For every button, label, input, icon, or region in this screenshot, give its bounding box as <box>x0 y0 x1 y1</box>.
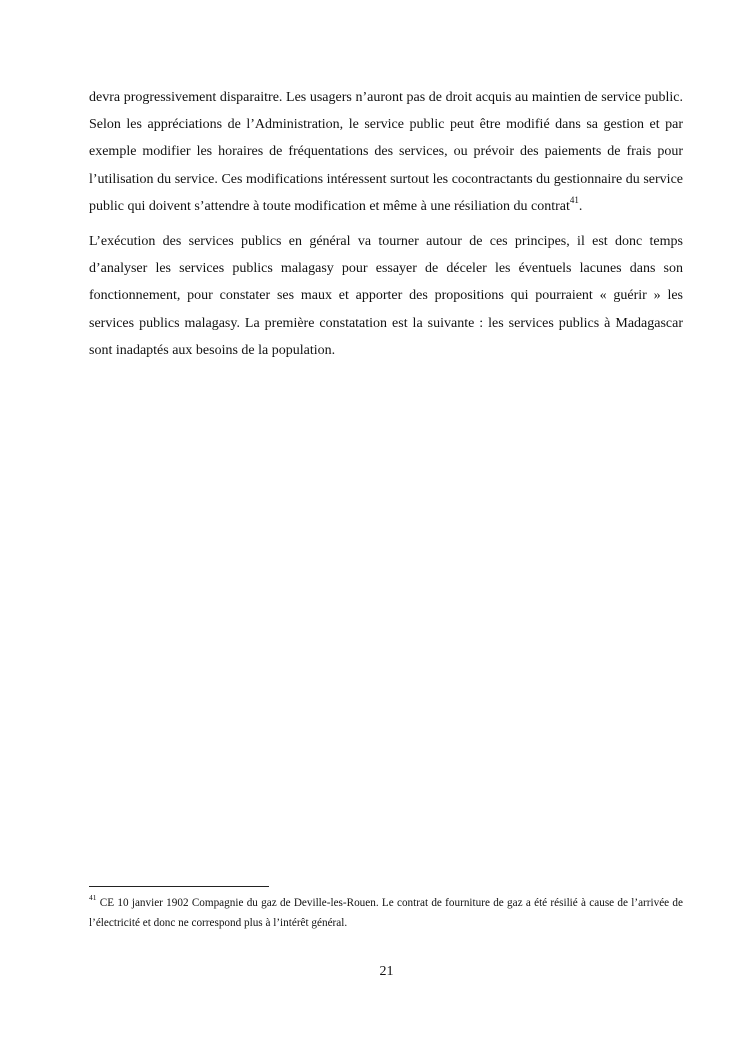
footnote-reference: 41 <box>569 195 579 206</box>
footnote <box>89 893 683 933</box>
footnote-text: CE 10 janvier 1902 Compagnie du gaz de Deville-les-Rouen. Le contrat de fourniture de gaz a été résilié à cause de l’arrivée de l’électricité et donc ne correspond plus à l’intérêt général. <box>89 897 683 929</box>
page-number: 21 <box>379 964 394 979</box>
footnote-separator <box>89 886 269 887</box>
body-text <box>89 84 683 364</box>
paragraph-1-end: . <box>578 198 583 214</box>
paragraph-1-text: devra progressivement disparaitre. Les usagers n’auront pas de droit acquis au maintien de service public. Selon les appréciations de l’Administration, le service public peut être modifié dans sa gestion et par exemple modifier les horaires de fréquentations des services, ou prévoir des paiements de frais pour l’utilisation du service. Ces modifications intéressent surtout les cocontractants du gestionnaire du service public qui doivent s’attendre à toute modification et même à une résiliation du contrat <box>89 90 683 214</box>
footnote-number: 41 <box>89 893 97 903</box>
paragraph-2: L’exécution des services publics en général va tourner autour de ces principes, il est donc temps d’analyser les services publics malagasy pour essayer de déceler les éventuels lacunes dans son fonctionnement, pour constater ses maux et apporter des propositions qui pourraient « guérir » les services publics malagasy. La première constatation est la suivante : les services publics à Madagascar sont inadaptés aux besoins de la population. <box>89 234 683 358</box>
paragraph-1 <box>89 84 683 220</box>
